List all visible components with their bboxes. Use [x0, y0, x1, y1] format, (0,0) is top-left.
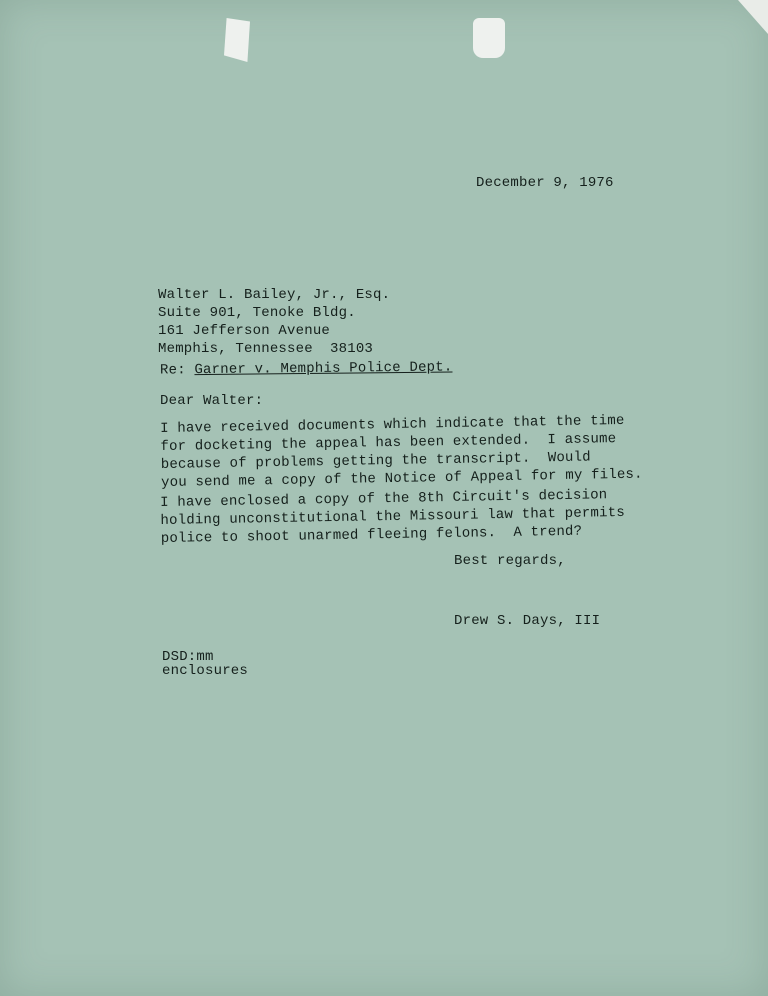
body-line: for docketing the appeal has been extended. I assume: [160, 431, 617, 455]
staple-hole-right: [473, 18, 505, 58]
address-line: Walter L. Bailey, Jr., Esq.: [158, 287, 391, 303]
subject-label: Re:: [159, 362, 186, 379]
closing: Best regards,: [454, 553, 566, 569]
address-line: Memphis, Tennessee 38103: [158, 341, 374, 357]
body-line: I have enclosed a copy of the 8th Circuit's decision: [160, 487, 608, 511]
salutation: Dear Walter:: [160, 393, 264, 409]
body-line: police to shoot unarmed fleeing felons. A trend?: [160, 523, 583, 547]
signature-name: Drew S. Days, III: [454, 613, 601, 629]
recipient-address: [158, 286, 390, 358]
address-line: 161 Jefferson Avenue: [158, 323, 331, 339]
body-line: I have received documents which indicate that the time: [160, 412, 625, 437]
body-line: holding unconstitutional the Missouri law that permits: [160, 504, 626, 529]
case-name: Garner v. Memphis Police Dept.: [194, 359, 453, 379]
letter-date: December 9, 1976: [476, 175, 614, 191]
subject-line: [160, 358, 453, 379]
address-line: Suite 901, Tenoke Bldg.: [158, 305, 356, 321]
body-paragraph-1: [160, 412, 643, 492]
body-line: you send me a copy of the Notice of Appeal for my files.: [160, 466, 643, 491]
folded-corner: [738, 0, 768, 34]
body-line: because of problems getting the transcript. Would: [160, 449, 591, 473]
body-paragraph-2: [160, 486, 625, 548]
staple-hole-left: [224, 18, 250, 62]
reference-initials: DSD:mm: [162, 649, 214, 665]
enclosures-note: enclosures: [162, 663, 249, 679]
